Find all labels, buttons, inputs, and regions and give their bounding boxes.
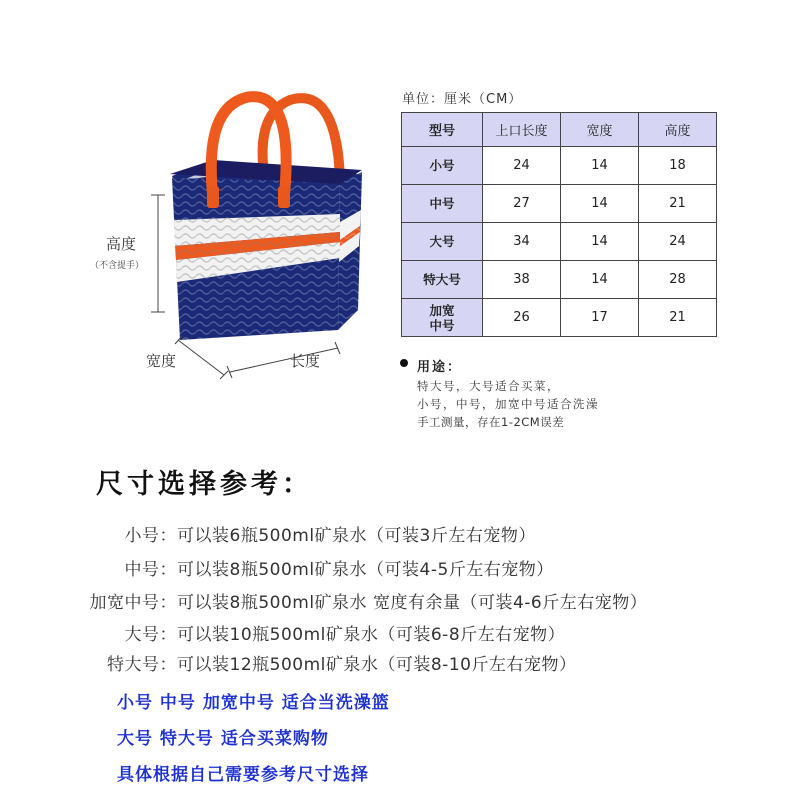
cell-model: 特大号: [402, 261, 483, 299]
size-desc: 可以装8瓶500ml矿泉水（可装4-5斤左右宠物）: [177, 560, 554, 580]
size-desc: 可以装8瓶500ml矿泉水 宽度有余量（可装4-6斤左右宠物）: [177, 593, 648, 613]
cell-length: 26: [483, 299, 561, 337]
usage-line: 小号，中号，加宽中号适合洗澡: [417, 397, 599, 411]
size-desc: 可以装6瓶500ml矿泉水（可装3斤左右宠物）: [177, 526, 536, 546]
height-note: （不含提手）: [90, 261, 145, 271]
size-name: 加宽中号：: [89, 593, 177, 613]
length-dimension-line: [230, 348, 338, 372]
cell-height: 24: [639, 223, 717, 261]
width-dimension-line: [178, 340, 224, 375]
basket-figure: [0, 0, 390, 380]
cell-length: 34: [483, 223, 561, 261]
cell-height: 18: [639, 147, 717, 185]
bullet-icon: [400, 359, 408, 367]
cell-width: 17: [561, 299, 639, 337]
cell-model: 加宽 中号: [402, 299, 483, 337]
size-name: 特大号：: [107, 655, 177, 675]
size-desc: 可以装10瓶500ml矿泉水（可装6-8斤左右宠物）: [177, 625, 566, 645]
size-name: 大号：: [124, 625, 177, 645]
cell-length: 24: [483, 147, 561, 185]
header-length: 上口长度: [483, 113, 561, 147]
size-name: 中号：: [124, 560, 177, 580]
recommendation-line: 小号 中号 加宽中号 适合当洗澡篮: [117, 693, 390, 713]
basket-image: [0, 0, 390, 380]
table-row: [402, 185, 717, 223]
header-width: 宽度: [561, 113, 639, 147]
width-label: 宽度: [146, 352, 177, 370]
size-desc: 可以装12瓶500ml矿泉水（可装8-10斤左右宠物）: [177, 655, 577, 675]
cell-width: 14: [561, 147, 639, 185]
size-row: [111, 555, 554, 580]
usage-title: 用途：: [417, 360, 463, 375]
length-label: 长度: [290, 352, 321, 370]
recommendation-line: 具体根据自己需要参考尺寸选择: [117, 765, 369, 785]
table-row: [402, 261, 717, 299]
size-row: [70, 588, 647, 613]
header-model: 型号: [402, 113, 483, 147]
size-guide-heading: 尺寸选择参考：: [96, 469, 313, 500]
header-height: 高度: [639, 113, 717, 147]
cell-model: 小号: [402, 147, 483, 185]
height-label: 高度: [106, 235, 137, 253]
usage-line: 手工测量，存在1-2CM误差: [417, 415, 565, 429]
size-row: [111, 620, 565, 645]
table-header-row: [402, 113, 717, 147]
size-table: [401, 112, 717, 337]
cell-width: 14: [561, 261, 639, 299]
usage-line: 特大号，大号适合买菜，: [417, 379, 560, 393]
cell-model: 中号: [402, 185, 483, 223]
cell-height: 21: [639, 299, 717, 337]
table-row: [402, 299, 717, 337]
cell-width: 14: [561, 185, 639, 223]
table-row: [402, 223, 717, 261]
cell-model: 大号: [402, 223, 483, 261]
cell-height: 21: [639, 185, 717, 223]
cell-width: 14: [561, 223, 639, 261]
cell-length: 38: [483, 261, 561, 299]
size-row: [111, 521, 536, 546]
size-row: [96, 650, 576, 675]
table-row: [402, 147, 717, 185]
unit-label: 单位：厘米（CM）: [402, 92, 523, 107]
recommendation-line: 大号 特大号 适合买菜购物: [117, 729, 329, 749]
size-name: 小号：: [124, 526, 177, 546]
cell-length: 27: [483, 185, 561, 223]
cell-height: 28: [639, 261, 717, 299]
